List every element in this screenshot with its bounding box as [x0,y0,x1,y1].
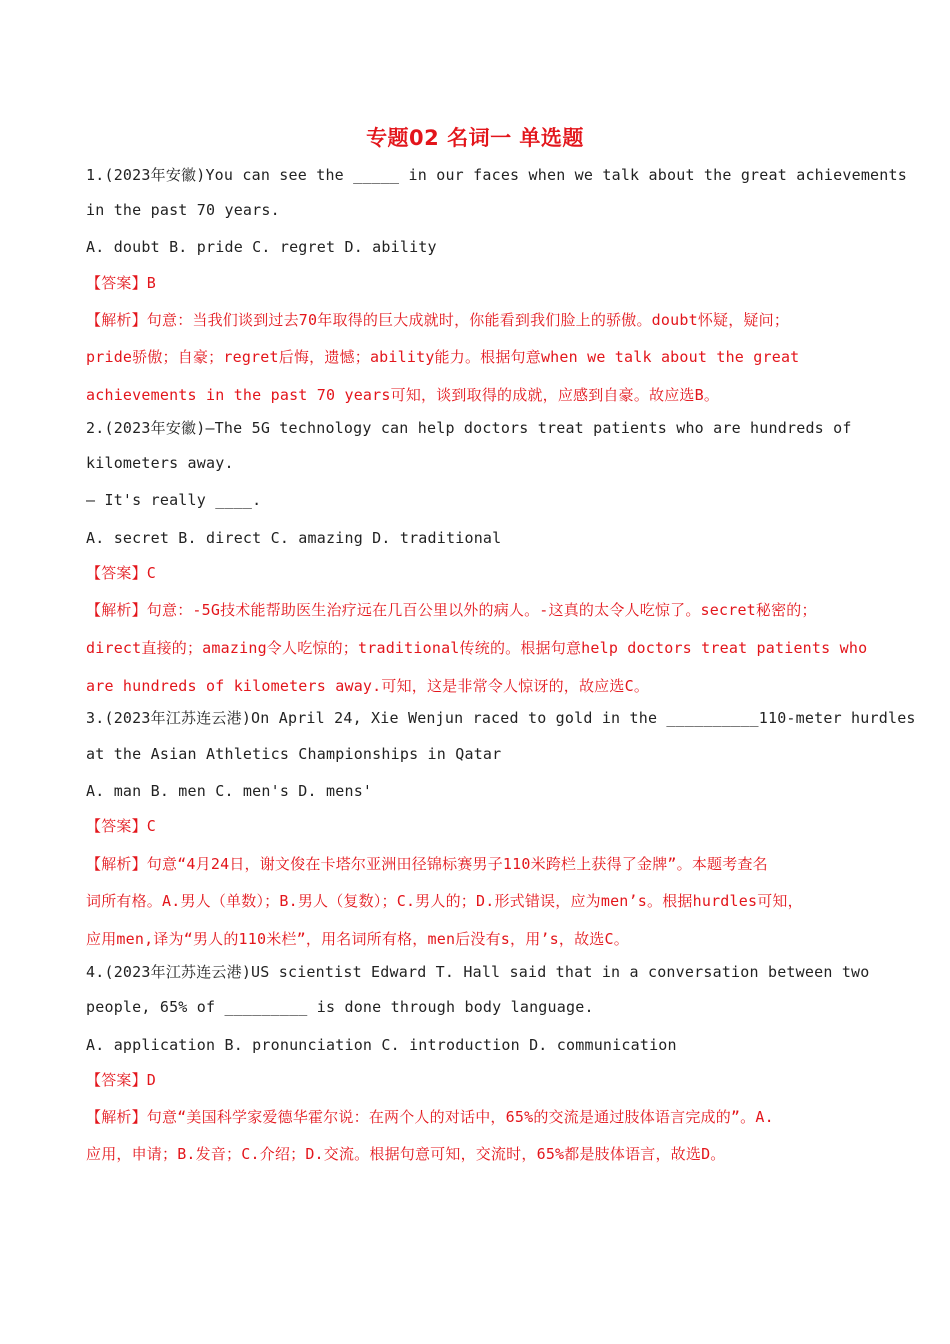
question-2-analysis-line-2: direct直接的；amazing令人吃惊的；traditional传统的。根据句意help doctors treat patients who [86,639,868,657]
question-3-stem-line-1: 3.(2023年江苏连云港)On April 24, Xie Wenjun raced to gold in the __________110-meter hurdles [86,709,916,727]
question-2-analysis-line-1: 【解析】句意：-5G技术能帮助医生治疗远在几百公里以外的病人。-这真的太令人吃惊了。secret秘密的； [86,601,817,619]
question-3-answer: 【答案】C [86,817,157,835]
question-2-answer: 【答案】C [86,564,157,582]
question-2-stem-line-2: kilometers away. [86,454,234,472]
question-4-stem-line-2: people, 65% of _________ is done through body language. [86,998,594,1016]
question-1-analysis-line-2: pride骄傲；自豪；regret后悔，遗憾；ability能力。根据句意when we talk about the great [86,348,800,366]
question-3-options: A. man B. men C. men's D. mens' [86,782,373,800]
question-1-stem-line-1: 1.(2023年安徽)You can see the _____ in our faces when we talk about the great achievements [86,166,907,184]
question-2-stem-line-3: — It's really ____. [86,491,262,509]
question-4-stem-line-1: 4.(2023年江苏连云港)US scientist Edward T. Hall said that in a conversation between two [86,963,870,981]
page-title: 专题02 名词一 单选题 [366,126,584,150]
question-1-stem-line-2: in the past 70 years. [86,201,280,219]
question-2-analysis-line-3: are hundreds of kilometers away.可知，这是非常令人惊讶的，故应选C。 [86,677,650,695]
question-4-analysis-line-2: 应用，申请；B.发音；C.介绍；D.交流。根据句意可知，交流时，65%都是肢体语言，故选D。 [86,1145,726,1163]
question-4-analysis-line-1: 【解析】句意“美国科学家爱德华霍尔说：在两个人的对话中，65%的交流是通过肢体语言完成的”。A. [86,1108,774,1126]
question-4-answer: 【答案】D [86,1071,157,1089]
question-2-options: A. secret B. direct C. amazing D. traditional [86,529,502,547]
question-4-options: A. application B. pronunciation C. introduction D. communication [86,1036,677,1054]
question-1-options: A. doubt B. pride C. regret D. ability [86,238,437,256]
question-3-analysis-line-2: 词所有格。A.男人（单数）；B.男人（复数）；C.男人的；D.形式错误，应为men’s。根据hurdles可知， [86,892,803,910]
question-3-analysis-line-1: 【解析】句意“4月24日，谢文俊在卡塔尔亚洲田径锦标赛男子110米跨栏上获得了金牌”。本题考查名 [86,855,768,873]
question-1-answer: 【答案】B [86,274,157,292]
question-3-stem-line-2: at the Asian Athletics Championships in Qatar [86,745,502,763]
question-1-analysis-line-1: 【解析】句意：当我们谈到过去70年取得的巨大成就时，你能看到我们脸上的骄傲。doubt怀疑，疑问； [86,311,790,329]
question-3-analysis-line-3: 应用men,译为“男人的110米栏”，用名词所有格，men后没有s，用’s，故选C。 [86,930,629,948]
question-2-stem-line-1: 2.(2023年安徽)—The 5G technology can help doctors treat patients who are hundreds of [86,419,852,437]
question-1-analysis-line-3: achievements in the past 70 years可知，谈到取得的成就，应感到自豪。故应选B。 [86,386,720,404]
